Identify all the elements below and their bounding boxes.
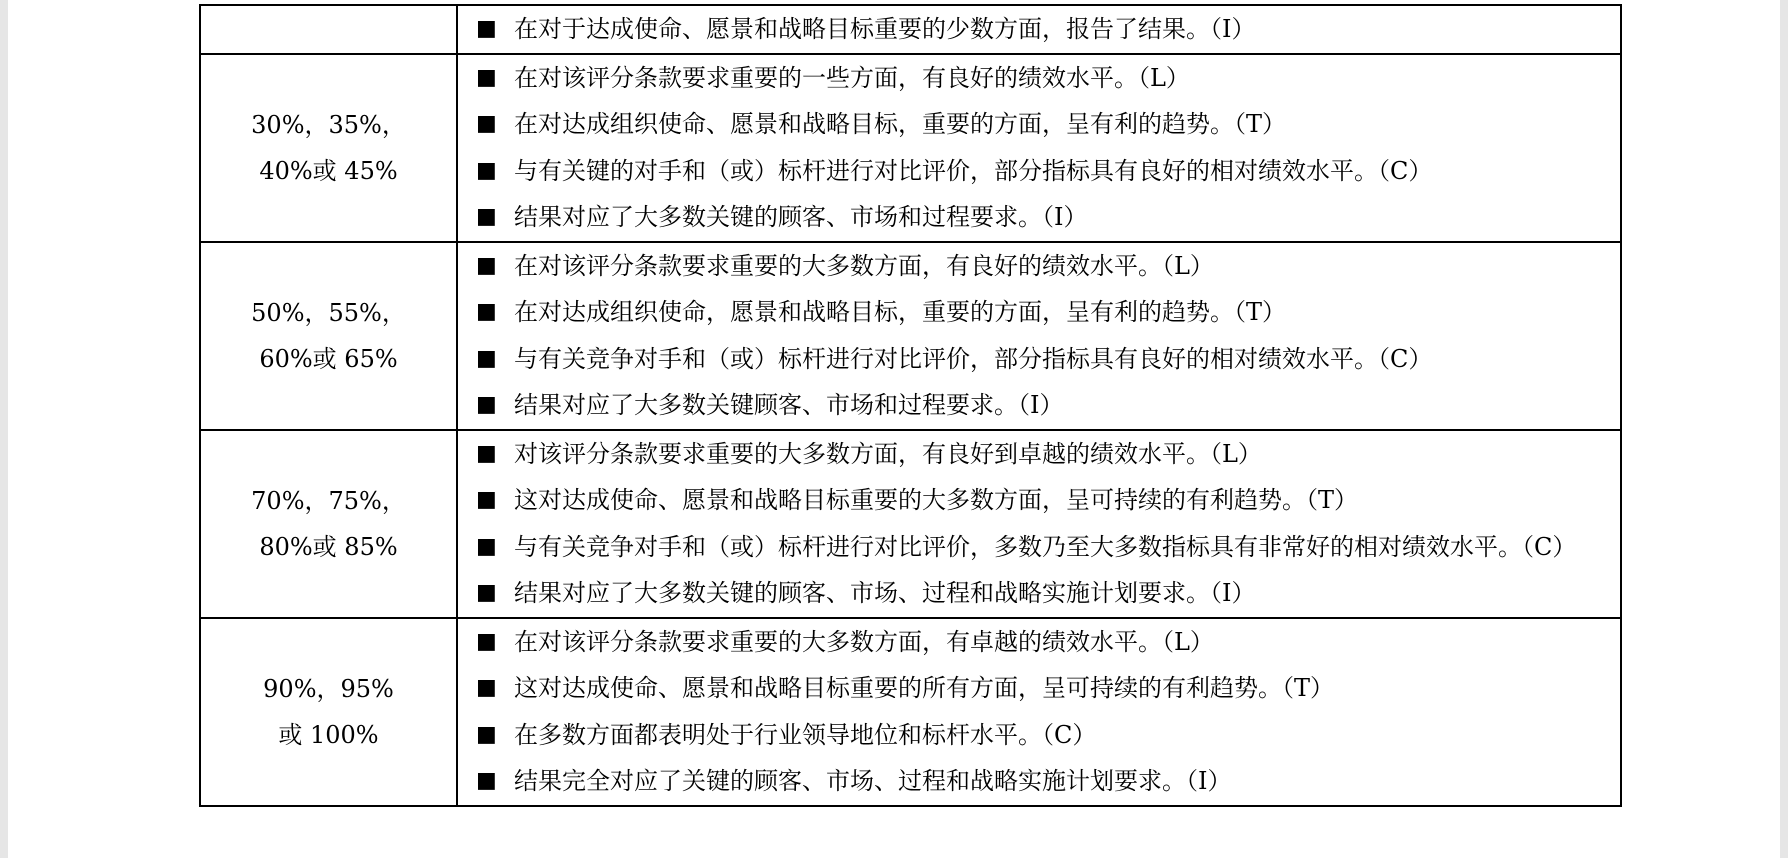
list-item	[458, 382, 1620, 429]
square-bullet-icon: ■	[476, 204, 497, 229]
table-row	[200, 5, 1621, 54]
score-range-line: 40%或 45%	[259, 156, 398, 185]
page-margin-right	[1780, 0, 1788, 858]
square-bullet-icon: ■	[476, 16, 497, 41]
criteria-text: 在对达成组织使命，愿景和战略目标，重要的方面，呈有利的趋势。（T）	[514, 298, 1287, 326]
list-item	[458, 101, 1620, 148]
square-bullet-icon: ■	[476, 580, 497, 605]
list-item	[458, 289, 1620, 336]
square-bullet-icon: ■	[476, 299, 497, 324]
square-bullet-icon: ■	[476, 345, 497, 371]
criteria-cell	[457, 618, 1621, 806]
square-bullet-icon: ■	[476, 533, 497, 559]
table-row	[200, 430, 1621, 618]
list-item	[458, 55, 1620, 102]
table-body	[200, 5, 1621, 806]
score-range-line: 30%，35%，	[251, 110, 406, 139]
square-bullet-icon: ■	[476, 157, 497, 183]
list-item	[458, 524, 1620, 571]
criteria-text: 在对该评分条款要求重要的大多数方面，有卓越的绩效水平。（L）	[514, 627, 1214, 656]
score-range-cell	[200, 430, 457, 618]
table-row	[200, 618, 1621, 806]
criteria-text: 在多数方面都表明处于行业领导地位和标杆水平。（C）	[514, 720, 1097, 749]
criteria-text: 与有关键的对手和（或）标杆进行对比评价，部分指标具有良好的相对绩效水平。（C）	[514, 156, 1433, 185]
criteria-cell	[457, 430, 1621, 618]
list-item	[458, 6, 1620, 53]
score-range-line: 或 100%	[278, 720, 379, 749]
square-bullet-icon: ■	[476, 628, 497, 654]
square-bullet-icon: ■	[476, 487, 497, 512]
score-range-line: 90%，95%	[263, 674, 394, 703]
list-item	[458, 570, 1620, 617]
square-bullet-icon: ■	[476, 675, 497, 700]
criteria-text: 在对该评分条款要求重要的大多数方面，有良好的绩效水平。（L）	[514, 251, 1214, 280]
score-range-cell	[200, 54, 457, 242]
criteria-text: 在对该评分条款要求重要的一些方面，有良好的绩效水平。（L）	[514, 63, 1190, 92]
criteria-cell	[457, 5, 1621, 54]
table-row	[200, 242, 1621, 430]
list-item	[458, 758, 1620, 805]
list-item	[458, 148, 1620, 195]
score-range-line: 70%，75%，	[251, 486, 406, 515]
list-item	[458, 243, 1620, 290]
square-bullet-icon: ■	[476, 111, 497, 136]
criteria-text: 结果对应了大多数关键的顾客、市场和过程要求。（I）	[514, 203, 1088, 231]
score-range-cell	[200, 618, 457, 806]
criteria-text: 结果对应了大多数关键顾客、市场和过程要求。（I）	[514, 391, 1064, 419]
list-item	[458, 194, 1620, 241]
list-item	[458, 619, 1620, 666]
score-range-line: 80%或 85%	[259, 532, 398, 561]
list-item	[458, 477, 1620, 524]
list-item	[458, 336, 1620, 383]
square-bullet-icon: ■	[476, 64, 497, 90]
criteria-text: 结果对应了大多数关键的顾客、市场、过程和战略实施计划要求。（I）	[514, 579, 1256, 607]
square-bullet-icon: ■	[476, 252, 497, 278]
square-bullet-icon: ■	[476, 721, 497, 747]
scoring-guideline-table	[199, 4, 1622, 807]
list-item	[458, 431, 1620, 478]
list-item	[458, 712, 1620, 759]
score-range-cell	[200, 5, 457, 54]
criteria-text: 这对达成使命、愿景和战略目标重要的所有方面，呈可持续的有利趋势。（T）	[514, 674, 1335, 702]
criteria-text: 对该评分条款要求重要的大多数方面，有良好到卓越的绩效水平。（L）	[514, 439, 1262, 468]
score-range-cell	[200, 242, 457, 430]
page-margin-left	[0, 0, 8, 858]
criteria-text: 与有关竞争对手和（或）标杆进行对比评价，部分指标具有良好的相对绩效水平。（C）	[514, 344, 1433, 373]
list-item	[458, 665, 1620, 712]
criteria-cell	[457, 242, 1621, 430]
score-range-line: 60%或 65%	[259, 344, 398, 373]
square-bullet-icon: ■	[476, 392, 497, 417]
square-bullet-icon: ■	[476, 440, 497, 466]
criteria-text: 在对于达成使命、愿景和战略目标重要的少数方面，报告了结果。（I）	[514, 15, 1256, 43]
table-row	[200, 54, 1621, 242]
criteria-text: 结果完全对应了关键的顾客、市场、过程和战略实施计划要求。（I）	[514, 767, 1232, 795]
score-range-line: 50%，55%，	[251, 298, 406, 327]
square-bullet-icon: ■	[476, 768, 497, 793]
criteria-text: 在对达成组织使命、愿景和战略目标，重要的方面，呈有利的趋势。（T）	[514, 110, 1287, 138]
criteria-text: 这对达成使命、愿景和战略目标重要的大多数方面，呈可持续的有利趋势。（T）	[514, 486, 1359, 514]
criteria-cell	[457, 54, 1621, 242]
criteria-text: 与有关竞争对手和（或）标杆进行对比评价，多数乃至大多数指标具有非常好的相对绩效水平。（C）	[514, 532, 1577, 561]
